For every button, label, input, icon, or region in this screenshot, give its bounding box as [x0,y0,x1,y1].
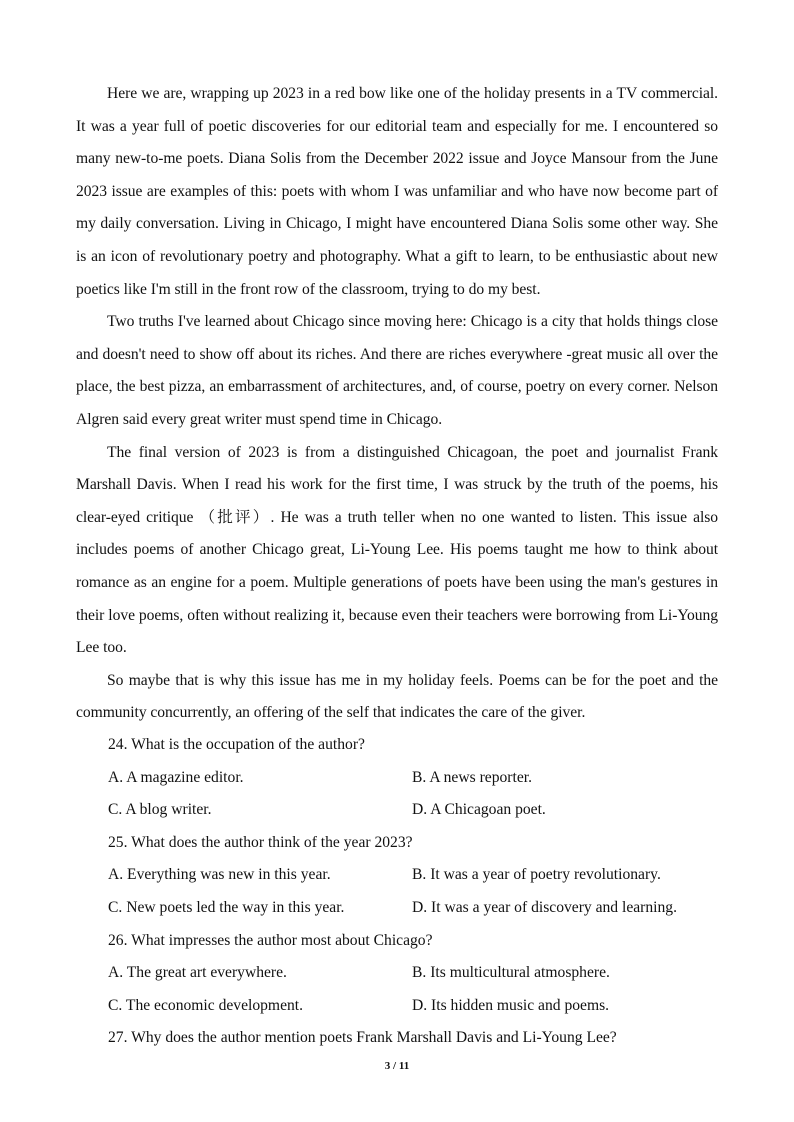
option-a[interactable]: A. The great art everywhere. [108,964,287,982]
option-b[interactable]: B. It was a year of poetry revolutionary. [412,866,661,884]
option-d[interactable]: D. A Chicagoan poet. [412,801,546,819]
option-a[interactable]: A. A magazine editor. [108,768,244,786]
question-stem: 25. What does the author think of the year 2023? [108,833,413,851]
option-c[interactable]: C. The economic development. [108,996,304,1014]
option-row [108,957,718,990]
option-c[interactable]: C. New poets led the way in this year. [108,898,345,916]
option-d[interactable]: D. Its hidden music and poems. [412,996,610,1014]
option-d[interactable]: D. It was a year of discovery and learning. [412,898,677,916]
option-b[interactable]: B. A news reporter. [412,768,532,786]
option-b[interactable]: B. Its multicultural atmosphere. [412,964,610,982]
option-a[interactable]: A. Everything was new in this year. [108,866,331,884]
page-number: 3 / 11 [384,1060,410,1072]
question-26 [108,925,718,1023]
question-25 [108,827,718,925]
question-list [108,729,718,1055]
option-row [108,794,718,827]
option-c[interactable]: C. A blog writer. [108,801,212,819]
passage-paragraph-3: The final version of 2023 is from a distinguished Chicagoan, the poet and journalist Frank Marshall Davis. When I read his work for the first time, I was struck by the truth of the poems, his clear-eyed critique （批评）. He was a truth teller when no one wanted to listen. This issue also includes poems of another Chicago great, Li-Young Lee. His poems taught me how to think about romance as an engine for a poem. Multiple generations of poets have been using the man's gestures in their love poems, often without realizing it, because even their teachers were borrowing from Li-Young Lee too. [76,443,718,657]
option-row [108,762,718,795]
option-row [108,990,718,1023]
question-24 [108,729,718,827]
passage-paragraph-4: So maybe that is why this issue has me in my holiday feels. Poems can be for the poet and the community concurrently, an offering of the self that indicates the care of the giver. [76,671,718,722]
passage-paragraph-2: Two truths I've learned about Chicago since moving here: Chicago is a city that holds things close and doesn't need to show off about its riches. And there are riches everywhere -great music all over the place, the best pizza, an embarrassment of architectures, and, of course, poetry on every corner. Nelson Algren said every great writer must spend time in Chicago. [76,313,718,428]
question-stem: 26. What impresses the author most about Chicago? [108,931,433,949]
question-stem: 27. Why does the author mention poets Frank Marshall Davis and Li-Young Lee? [108,1029,617,1047]
passage-paragraph-1: Here we are, wrapping up 2023 in a red bow like one of the holiday presents in a TV commercial. It was a year full of poetic discoveries for our editorial team and especially for me. I encountered so many new-to-me poets. Diana Solis from the December 2022 issue and Joyce Mansour from the June 2023 issue are examples of this: poets with whom I was unfamiliar and who have now become part of my daily conversation. Living in Chicago, I might have encountered Diana Solis some other way. She is an icon of revolutionary poetry and photography. What a gift to learn, to be enthusiastic about new poetics like I'm still in the front row of the classroom, trying to do my best. [76,85,718,298]
question-27 [108,1022,718,1055]
question-stem: 24. What is the occupation of the author? [108,736,365,753]
option-row [108,859,718,892]
reading-passage [76,78,718,730]
option-row [108,892,718,925]
